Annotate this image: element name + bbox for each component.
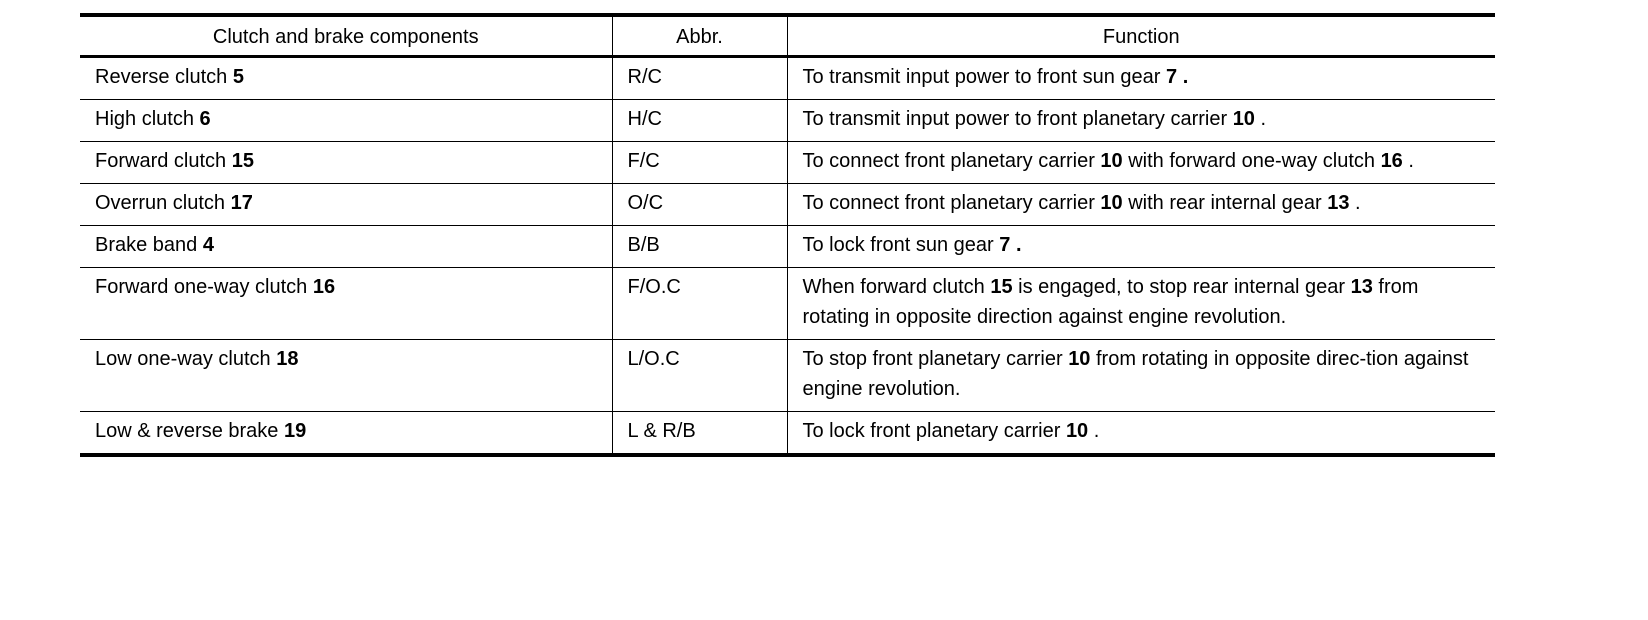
- table-row: [80, 340, 1495, 412]
- header-components: Clutch and brake components: [212, 26, 479, 48]
- component-cell: [80, 100, 612, 142]
- function-cell-text: To connect front planetary carrier: [802, 150, 1101, 172]
- component-cell-text: High clutch: [95, 108, 200, 130]
- component-cell-text: Low one-way clutch: [95, 348, 277, 370]
- abbr-cell: L/O.C: [612, 340, 787, 412]
- table-body: [80, 57, 1495, 456]
- component-cell-text: Overrun clutch: [95, 192, 231, 214]
- function-cell-text: .: [1088, 420, 1100, 442]
- function-cell-text: 13: [1350, 276, 1373, 298]
- component-cell: [80, 142, 612, 184]
- abbr-cell: F/C: [612, 142, 787, 184]
- component-cell-text: 17: [230, 192, 253, 214]
- abbr-cell: F/O.C: [612, 268, 787, 340]
- component-cell-text: Low & reverse brake: [95, 420, 284, 442]
- component-cell: [80, 57, 612, 100]
- table-row: [80, 268, 1495, 340]
- function-cell-text: To transmit input power to front planetary carrier: [802, 108, 1233, 130]
- table-row: [80, 57, 1495, 100]
- function-cell-text: .: [1402, 150, 1414, 172]
- header-row: [80, 15, 1495, 57]
- abbr-cell: H/C: [612, 100, 787, 142]
- component-cell-text: 5: [232, 66, 244, 88]
- function-cell-text: 10: [1100, 150, 1123, 172]
- function-cell: [787, 57, 1495, 100]
- component-cell-text: Forward one-way clutch: [95, 276, 313, 298]
- function-cell-text: To lock front sun gear: [802, 234, 1000, 256]
- function-cell-text: To stop front planetary carrier: [802, 348, 1069, 370]
- function-cell-text: 7 .: [1166, 66, 1189, 88]
- component-cell: [80, 226, 612, 268]
- component-cell-text: Brake band: [95, 234, 203, 256]
- function-cell-text: 10: [1100, 192, 1123, 214]
- function-cell-text: from rotating in opposite direc-tion against engine revolution.: [802, 348, 1469, 400]
- function-cell-text: 13: [1327, 192, 1350, 214]
- function-cell: [787, 226, 1495, 268]
- function-cell-text: To connect front planetary carrier: [802, 192, 1101, 214]
- function-cell-text: with forward one-way clutch: [1122, 150, 1381, 172]
- function-cell: [787, 142, 1495, 184]
- component-cell: [80, 412, 612, 456]
- function-cell-text: When forward clutch: [802, 276, 991, 298]
- component-cell-text: 18: [276, 348, 299, 370]
- abbr-cell: B/B: [612, 226, 787, 268]
- abbr-cell: R/C: [612, 57, 787, 100]
- function-cell-text: 15: [990, 276, 1013, 298]
- component-cell: [80, 184, 612, 226]
- function-cell: [787, 340, 1495, 412]
- component-cell-text: 19: [283, 420, 307, 442]
- function-cell-text: with rear internal gear: [1122, 192, 1328, 214]
- component-cell-text: Forward clutch: [95, 150, 232, 172]
- header-abbr: Abbr.: [612, 15, 787, 57]
- function-cell-text: 7 .: [999, 234, 1022, 256]
- abbr-cell: O/C: [612, 184, 787, 226]
- function-cell-text: .: [1349, 192, 1361, 214]
- component-cell-text: 4: [202, 234, 214, 256]
- table-row: [80, 412, 1495, 456]
- function-cell: [787, 268, 1495, 340]
- function-cell-text: 10: [1232, 108, 1255, 130]
- function-cell-text: 16: [1380, 150, 1403, 172]
- function-cell-text: To lock front planetary carrier: [802, 420, 1066, 442]
- function-cell: [787, 184, 1495, 226]
- table-row: [80, 184, 1495, 226]
- function-cell-text: 10: [1065, 420, 1089, 442]
- table-row: [80, 226, 1495, 268]
- function-cell-text: To transmit input power to front sun gear: [802, 66, 1167, 88]
- component-cell: [80, 268, 612, 340]
- table-row: [80, 142, 1495, 184]
- header-function: Function: [787, 15, 1495, 57]
- component-cell-text: 16: [312, 276, 336, 298]
- function-cell-text: .: [1254, 108, 1267, 130]
- function-cell: [787, 100, 1495, 142]
- component-cell-text: 6: [199, 108, 211, 130]
- function-cell-text: is engaged, to stop rear internal gear: [1012, 276, 1351, 298]
- abbr-cell: L & R/B: [612, 412, 787, 456]
- function-cell: [787, 412, 1495, 456]
- function-cell-text: 10: [1068, 348, 1091, 370]
- table-row: [80, 100, 1495, 142]
- component-cell-text: 15: [231, 150, 254, 172]
- component-cell: [80, 340, 612, 412]
- components-table: [80, 13, 1495, 457]
- component-cell-text: Reverse clutch: [95, 66, 233, 88]
- function-cell-text: from rotating in opposite direction against engine revolution.: [802, 276, 1419, 328]
